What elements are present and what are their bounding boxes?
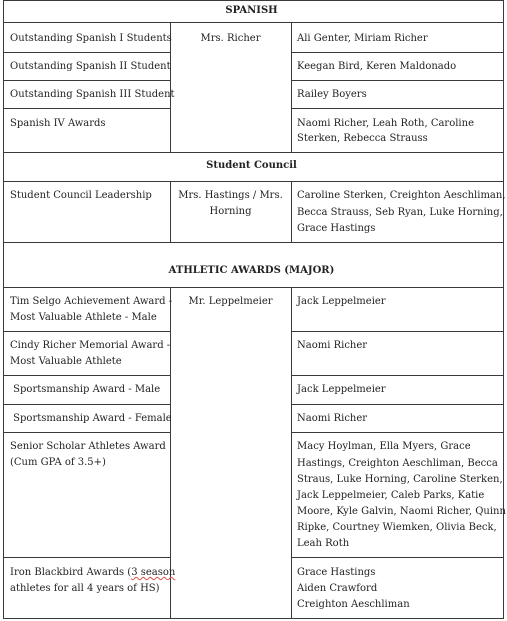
recipients: Keegan Bird, Keren Maldonado xyxy=(297,61,457,72)
recipients: Hastings, Creighton Aeschliman, Becca xyxy=(297,458,498,469)
spellcheck-flagged-text: 3 season xyxy=(131,567,176,578)
award-name: Sportsmanship Award - Male xyxy=(10,384,161,395)
teacher-name: Mrs. Hastings / Mrs. xyxy=(178,190,283,201)
row-divider xyxy=(3,152,503,153)
award-name: Outstanding Spanish I Students xyxy=(10,33,172,44)
award-name-part: Iron Blackbird Awards ( xyxy=(10,567,132,578)
row-divider xyxy=(3,52,170,53)
section-title-spanish: SPANISH xyxy=(225,5,278,16)
recipients: Aiden Crawford xyxy=(297,583,378,594)
recipients: Grace Hastings xyxy=(297,223,376,234)
recipients: Leah Roth xyxy=(297,538,350,549)
award-name: Spanish IV Awards xyxy=(10,118,106,129)
row-divider xyxy=(291,80,503,81)
recipients: Becca Strauss, Seb Ryan, Luke Horning, xyxy=(297,207,503,218)
award-name: Most Valuable Athlete xyxy=(10,356,122,367)
section-title-student-council: Student Council xyxy=(206,160,297,171)
recipients: Jack Leppelmeier xyxy=(297,296,386,307)
row-divider xyxy=(3,404,170,405)
table-border-left xyxy=(3,0,4,619)
row-divider xyxy=(291,331,503,332)
recipients: Naomi Richer xyxy=(297,340,368,351)
row-divider xyxy=(291,432,503,433)
row-divider xyxy=(3,557,170,558)
recipients: Straus, Luke Horning, Caroline Sterken, xyxy=(297,474,503,485)
recipients: Jack Leppelmeier, Caleb Parks, Katie xyxy=(297,490,485,501)
row-divider xyxy=(291,52,503,53)
row-divider xyxy=(291,375,503,376)
recipients: Sterken, Rebecca Strauss xyxy=(297,133,428,144)
column-divider xyxy=(291,287,292,618)
recipients: Creighton Aeschliman xyxy=(297,599,410,610)
recipients: Caroline Sterken, Creighton Aeschliman, xyxy=(297,190,506,201)
table-border-bottom xyxy=(3,618,503,619)
award-name: Sportsmanship Award - Female xyxy=(10,413,172,424)
award-name: Most Valuable Athlete - Male xyxy=(10,312,157,323)
row-divider xyxy=(291,557,503,558)
column-divider xyxy=(291,22,292,152)
recipients: Grace Hastings xyxy=(297,567,376,578)
column-divider xyxy=(291,181,292,242)
row-divider xyxy=(3,108,170,109)
row-divider xyxy=(3,375,170,376)
table-border-top xyxy=(3,0,503,1)
row-divider xyxy=(3,181,503,182)
row-divider xyxy=(291,108,503,109)
recipients: Moore, Kyle Galvin, Naomi Richer, Quinn xyxy=(297,506,506,517)
award-name: athletes for all 4 years of HS) xyxy=(10,583,160,594)
recipients: Railey Boyers xyxy=(297,89,367,100)
award-name: Senior Scholar Athletes Award xyxy=(10,441,166,452)
award-name: Cindy Richer Memorial Award - xyxy=(10,340,171,351)
teacher-name: Horning xyxy=(209,206,252,217)
row-divider xyxy=(3,80,170,81)
row-divider xyxy=(3,331,170,332)
award-name: (Cum GPA of 3.5+) xyxy=(10,457,106,468)
row-divider xyxy=(3,242,503,243)
award-name: Tim Selgo Achievement Award - xyxy=(10,296,173,307)
recipients: Ripke, Courtney Wiemken, Olivia Beck, xyxy=(297,522,497,533)
row-divider xyxy=(3,22,503,23)
row-divider xyxy=(3,287,503,288)
award-name: Student Council Leadership xyxy=(10,190,152,201)
teacher-name: Mrs. Richer xyxy=(200,33,261,44)
row-divider xyxy=(3,432,170,433)
award-name xyxy=(10,565,175,580)
recipients: Macy Hoylman, Ella Myers, Grace xyxy=(297,441,471,452)
section-title-athletic: ATHLETIC AWARDS (MAJOR) xyxy=(168,265,335,276)
recipients: Ali Genter, Miriam Richer xyxy=(297,33,428,44)
award-name: Outstanding Spanish II Student xyxy=(10,61,171,72)
recipients: Jack Leppelmeier xyxy=(297,384,386,395)
recipients: Naomi Richer xyxy=(297,413,368,424)
teacher-name: Mr. Leppelmeier xyxy=(188,296,273,307)
row-divider xyxy=(291,404,503,405)
table-border-right xyxy=(503,0,504,619)
award-name: Outstanding Spanish III Student xyxy=(10,89,175,100)
recipients: Naomi Richer, Leah Roth, Caroline xyxy=(297,118,474,129)
